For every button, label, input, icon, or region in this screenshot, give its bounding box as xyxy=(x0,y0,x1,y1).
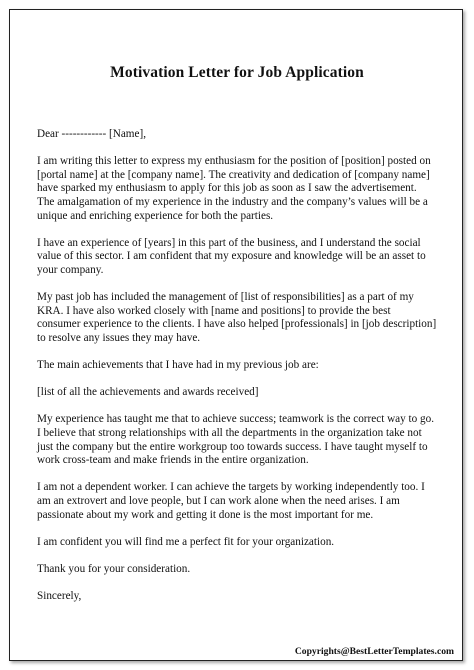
paragraph-line: My past job has included the management of [list of responsibilities] as a part of my xyxy=(37,291,414,304)
paragraph-intro xyxy=(37,155,442,223)
paragraph-line: to resolve any issues they may have. xyxy=(37,331,201,344)
paragraph-line: The amalgamation of my experience in the industry and the company’s values will be a xyxy=(37,195,428,208)
salutation: Dear ------------ [Name], xyxy=(37,128,146,140)
paragraph-line: My experience has taught me that to achieve success; teamwork is the correct way to go. xyxy=(37,413,435,426)
paragraph-independence xyxy=(37,481,442,522)
letter-title: Motivation Letter for Job Application xyxy=(110,64,364,81)
paragraph-teamwork xyxy=(37,413,442,467)
paragraph-line: I am not a dependent worker. I can achieve the targets by working independently too. I xyxy=(37,481,425,494)
paragraph-line: work cross-team and make friends in the entire organization. xyxy=(37,454,309,467)
paragraph-confidence xyxy=(37,536,442,550)
paragraph-line: consumer experience to the clients. I have also helped [professionals] in [job description] xyxy=(37,318,437,331)
paragraph-line: [list of all the achievements and awards received] xyxy=(37,386,259,399)
paragraph-line: value of this sector. I am confident that my exposure and knowledge will be an asset to xyxy=(37,250,426,263)
paragraph-line: am an extrovert and love people, but I can work alone when the need arises. I am xyxy=(37,495,400,508)
paragraph-line: unique and enriching experience for both the parties. xyxy=(37,209,274,222)
paragraph-achievements-intro xyxy=(37,359,442,373)
paragraph-line: I am writing this letter to express my enthusiasm for the position of [position] posted on xyxy=(37,155,431,168)
paragraph-line: The main achievements that I have had in my previous job are: xyxy=(37,359,319,372)
paragraph-line: your company. xyxy=(37,263,104,276)
paragraph-experience xyxy=(37,237,442,278)
letter-body xyxy=(37,128,442,617)
paragraph-line: KRA. I have also worked closely with [name and positions] to provide the best xyxy=(37,304,391,317)
paragraph-past-job xyxy=(37,291,442,345)
paragraph-line: I believe that strong relationships with all the departments in the organization take not xyxy=(37,427,422,440)
paragraph-line: just the company but the entire workgroup too towards success. I have taught myself to xyxy=(37,440,428,453)
paragraph-line: passionate about my work and getting it done is the most important for me. xyxy=(37,508,374,521)
paragraph-line: [portal name] at the [company name]. The creativity and dedication of [company name] xyxy=(37,168,430,181)
paragraph-achievements-list xyxy=(37,386,442,400)
paragraph-line: I have an experience of [years] in this part of the business, and I understand the social xyxy=(37,236,421,249)
copyright-footer: Copyrights@BestLetterTemplates.com xyxy=(294,646,454,657)
paragraph-line: have sparked my enthusiasm to apply for this job as soon as I saw the advertisement. xyxy=(37,182,417,195)
paragraph-line: Thank you for your consideration. xyxy=(37,563,191,575)
paragraph-thanks xyxy=(37,563,442,577)
paragraph-line: I am confident you will find me a perfect fit for your organization. xyxy=(37,535,335,548)
closing: Sincerely, xyxy=(37,590,82,603)
